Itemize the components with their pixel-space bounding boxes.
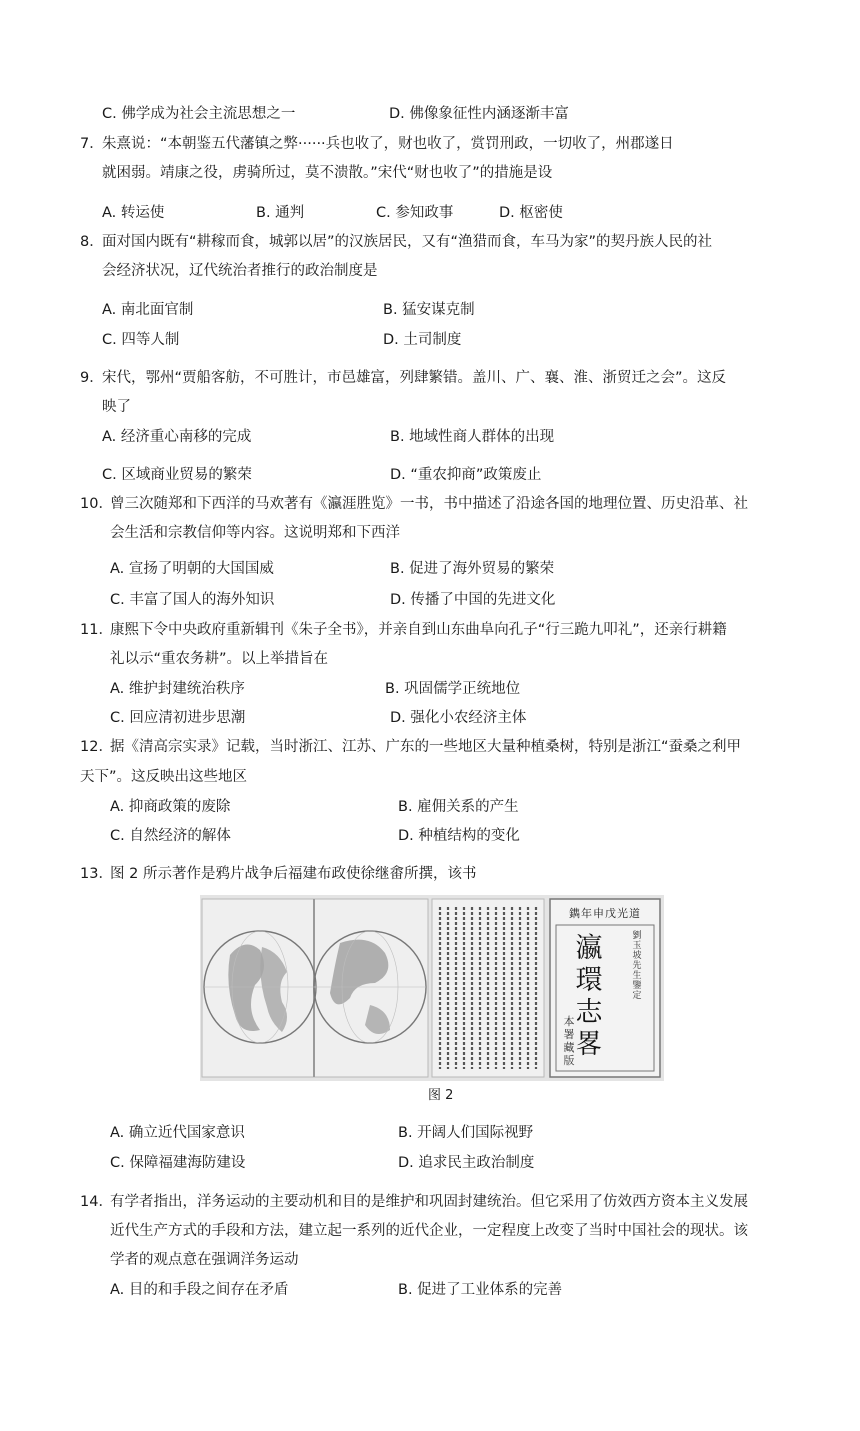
option-d[interactable]: D. 追求民主政治制度: [398, 1155, 535, 1171]
option-b[interactable]: B. 雇佣关系的产生: [398, 799, 519, 815]
cover-publisher-char: 署: [563, 1028, 575, 1041]
option-b[interactable]: B. 地域性商人群体的出现: [390, 429, 555, 445]
question-stem: 曾三次随郑和下西洋的马欢著有《瀛涯胜览》一书，书中描述了沿途各国的地理位置、历史沿革、社: [110, 496, 748, 512]
question-stem: 宋代，鄂州“贾船客舫，不可胜计，市邑雄富，列肆繁错。盖川、广、襄、淮、浙贸迁之会”。这反: [102, 370, 727, 386]
option-c[interactable]: C. 佛学成为社会主流思想之一: [102, 106, 296, 122]
option-d[interactable]: D. 传播了中国的先进文化: [390, 592, 556, 608]
cover-title-char: 志: [575, 997, 603, 1028]
option-a[interactable]: A. 转运使: [102, 205, 165, 221]
option-a[interactable]: A. 宣扬了明朝的大国国威: [110, 561, 274, 577]
option-b[interactable]: B. 通判: [256, 205, 305, 221]
question-stem: 面对国内既有“耕稼而食，城郭以居”的汉族居民，又有“渔猎而食，车马为家”的契丹族人民的社: [102, 234, 713, 250]
cover-author: [628, 931, 646, 1001]
question-stem: 据《清高宗实录》记载，当时浙江、江苏、广东的一些地区大量种植桑树，特别是浙江“蚕桑之利甲: [110, 739, 742, 755]
question-number: 14．: [80, 1194, 113, 1210]
question-stem: 学者的观点意在强调洋务运动: [110, 1252, 299, 1268]
option-b[interactable]: B. 促进了海外贸易的繁荣: [390, 561, 555, 577]
cover-author-char: 坡: [632, 951, 642, 961]
option-c[interactable]: C. 自然经济的解体: [110, 828, 231, 844]
option-b[interactable]: B. 开阔人们国际视野: [398, 1125, 534, 1141]
option-a[interactable]: A. 南北面官制: [102, 302, 194, 318]
cover-author-char: 生: [632, 971, 642, 981]
question-number: 10．: [80, 496, 113, 512]
cover-title-char: 瀛: [575, 933, 603, 964]
question-stem: 礼以示“重农务耕”。以上举措旨在: [110, 651, 329, 667]
option-d[interactable]: D. 枢密使: [499, 205, 563, 221]
cover-author-char: 先: [632, 961, 642, 971]
question-number: 11．: [80, 622, 113, 638]
option-d[interactable]: D. 种植结构的变化: [398, 828, 520, 844]
question-number: 12．: [80, 739, 113, 755]
option-d[interactable]: D. 土司制度: [383, 332, 462, 348]
option-b[interactable]: B. 猛安谋克制: [383, 302, 475, 318]
option-c[interactable]: C. 四等人制: [102, 332, 180, 348]
question-stem: 图 2 所示著作是鸦片战争后福建布政使徐继畬所撰，该书: [110, 866, 477, 882]
cover-author-char: 玉: [632, 941, 642, 951]
option-c[interactable]: C. 丰富了国人的海外知识: [110, 592, 275, 608]
cover-publisher-char: 版: [563, 1054, 575, 1067]
option-b[interactable]: B. 巩固儒学正统地位: [385, 681, 521, 697]
option-d[interactable]: D. 强化小农经济主体: [390, 710, 527, 726]
option-a[interactable]: A. 目的和手段之间存在矛盾: [110, 1282, 289, 1298]
cover-top-text: 道光戊申年鐫: [569, 907, 641, 920]
option-d[interactable]: D. “重农抑商”政策废止: [390, 467, 542, 483]
figure-caption: 图 2: [428, 1088, 454, 1103]
option-c[interactable]: C. 回应清初进步思潮: [110, 710, 246, 726]
question-number: 8．: [80, 234, 104, 250]
option-a[interactable]: A. 确立近代国家意识: [110, 1125, 245, 1141]
question-stem: 会生活和宗教信仰等内容。这说明郑和下西洋: [110, 525, 400, 541]
question-stem: 康熙下令中央政府重新辑刊《朱子全书》，并亲自到山东曲阜向孔子“行三跪九叩礼”，还亲行耕籍: [110, 622, 727, 638]
cover-publisher-char: 藏: [563, 1041, 575, 1054]
cover-author-char: 定: [632, 991, 642, 1001]
question-stem: 就困弱。靖康之役，虏骑所过，莫不溃散。”宋代“财也收了”的措施是设: [102, 165, 553, 181]
cover-title-char: 環: [575, 965, 603, 996]
question-stem: 映了: [102, 399, 131, 415]
question-stem: 近代生产方式的手段和方法，建立起一系列的近代企业，一定程度上改变了当时中国社会的现状。该: [110, 1223, 748, 1239]
option-b[interactable]: B. 促进了工业体系的完善: [398, 1282, 563, 1298]
option-d[interactable]: D. 佛像象征性内涵逐渐丰富: [389, 106, 569, 122]
cover-author-char: 劉: [632, 931, 642, 941]
option-a[interactable]: A. 维护封建统治秩序: [110, 681, 245, 697]
option-c[interactable]: C. 区域商业贸易的繁荣: [102, 467, 252, 483]
option-c[interactable]: C. 保障福建海防建设: [110, 1155, 246, 1171]
cover-publisher: [561, 1015, 577, 1067]
figure-2: [200, 895, 664, 1081]
option-c[interactable]: C. 参知政事: [376, 205, 454, 221]
option-a[interactable]: A. 经济重心南移的完成: [102, 429, 252, 445]
cover-title-char: 畧: [575, 1029, 603, 1060]
question-stem: 朱熹说：“本朝鉴五代藩镇之弊······兵也收了，财也收了，赏罚刑政，一切收了，州郡遂日: [102, 136, 674, 152]
question-stem: 会经济状况，辽代统治者推行的政治制度是: [102, 263, 378, 279]
world-map-pages: [202, 899, 428, 1077]
option-a[interactable]: A. 抑商政策的废除: [110, 799, 231, 815]
question-number: 7．: [80, 136, 104, 152]
question-number: 13．: [80, 866, 113, 882]
text-page: [432, 899, 544, 1077]
question-stem: 有学者指出，洋务运动的主要动机和目的是维护和巩固封建统治。但它采用了仿效西方资本主义发展: [110, 1194, 748, 1210]
cover-publisher-char: 本: [563, 1015, 575, 1028]
question-stem: 天下”。这反映出这些地区: [80, 769, 248, 785]
cover-author-char: 鑒: [632, 981, 642, 991]
question-number: 9．: [80, 370, 104, 386]
cover-title: [572, 933, 606, 1061]
